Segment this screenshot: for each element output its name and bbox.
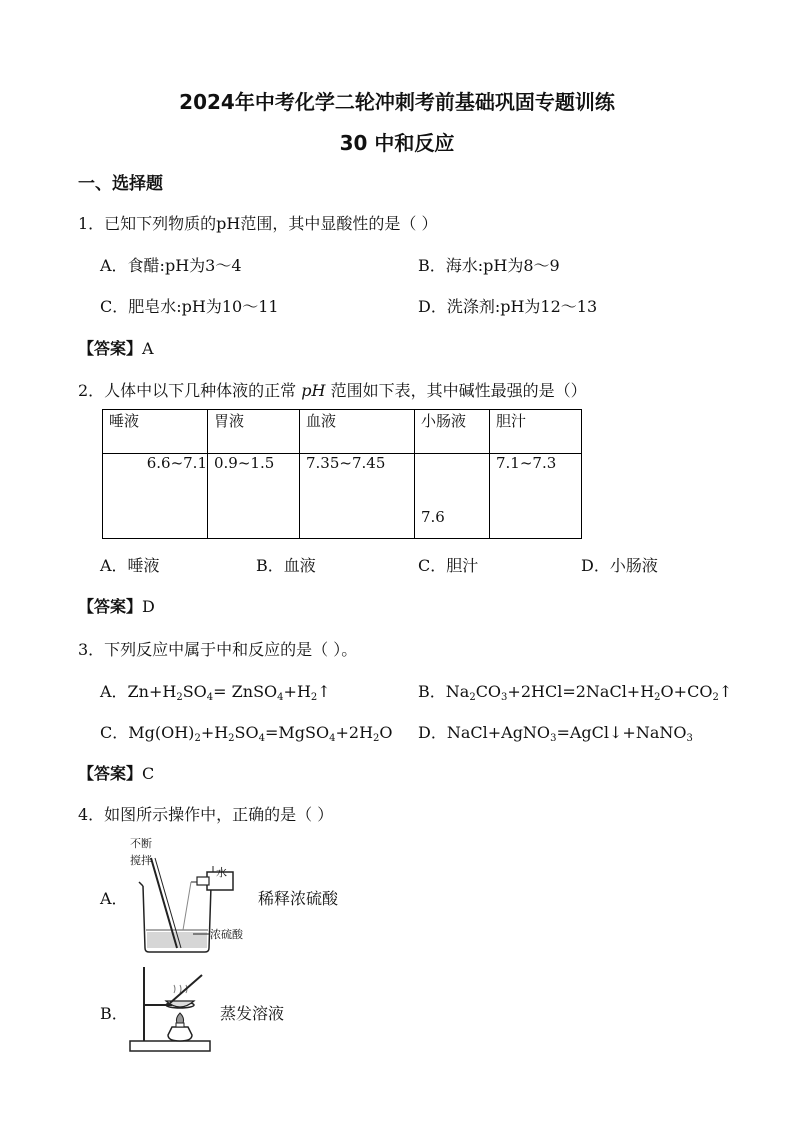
eq-sub: 3	[501, 692, 508, 703]
doc-subtitle: 30 中和反应	[339, 131, 455, 155]
answer-value: D	[142, 597, 155, 616]
eq-part: B．Na	[418, 682, 470, 701]
eq-sub: 2	[654, 692, 661, 703]
q3-option-c	[100, 720, 393, 743]
table-header-cell: 胃液	[208, 410, 300, 454]
q3-stem: 3．下列反应中属于中和反应的是（ ）。	[78, 640, 358, 659]
eq-part: ↑	[317, 682, 331, 701]
fig-label-acid: 浓硫酸	[210, 928, 243, 941]
table-cell: 7.1~7.3	[490, 454, 582, 539]
eq-sub: 2	[310, 692, 318, 703]
q4-option-b-letter: B．	[100, 1004, 128, 1023]
eq-sub: 2	[373, 733, 380, 744]
answer-label: 【答案】	[78, 339, 143, 358]
eq-sub: 2	[469, 692, 476, 703]
q3-answer	[78, 761, 154, 784]
eq-part: O+CO	[660, 682, 713, 701]
eq-part: +2HCl=2NaCl+H	[507, 682, 655, 701]
answer-value: A	[142, 339, 154, 358]
table-header-cell: 小肠液	[415, 410, 490, 454]
q1-stem: 1．已知下列物质的pH范围，其中显酸性的是（ ）	[78, 214, 438, 233]
table-cell: 7.6	[415, 454, 490, 539]
eq-part: = ZnSO	[213, 682, 278, 701]
q2-option-d: D．小肠液	[581, 556, 658, 575]
eq-part: SO	[234, 723, 259, 742]
answer-label: 【答案】	[78, 764, 143, 783]
q2-stem-part: 2．人体中以下几种体液的正常	[78, 381, 297, 400]
eq-part: ↑	[718, 682, 733, 701]
q1-option-a: A．食醋:pH为3～4	[100, 256, 242, 275]
q2-option-a: A．唾液	[100, 556, 160, 575]
q2-option-b: B．血液	[256, 556, 316, 575]
eq-part: +H	[200, 723, 229, 742]
eq-sub: 2	[194, 733, 201, 744]
table-header-cell: 唾液	[103, 410, 208, 454]
eq-part: +H	[283, 682, 311, 701]
ph-symbol: pH	[301, 381, 326, 400]
q1-option-d: D．洗涤剂:pH为12～13	[418, 297, 598, 316]
q2-option-c: C．胆汁	[418, 556, 479, 575]
q4-option-a-text: 稀释浓硫酸	[258, 889, 339, 908]
eq-part: SO	[182, 682, 207, 701]
q1-answer	[78, 336, 154, 359]
q3-option-a	[100, 679, 331, 702]
eq-part: +2H	[335, 723, 374, 742]
eq-sub: 4	[277, 692, 284, 703]
table-header-cell: 胆汁	[490, 410, 582, 454]
eq-part: CO	[475, 682, 502, 701]
q4-option-a-letter: A．	[100, 889, 128, 908]
fig-label-water: 水	[216, 866, 227, 879]
eq-part: O	[379, 723, 393, 742]
section-heading: 一、选择题	[78, 174, 163, 194]
table-header-row	[103, 410, 582, 454]
eq-sub: 4	[206, 692, 214, 703]
q3-option-d	[418, 720, 693, 743]
eq-part: D．NaCl+AgNO	[418, 723, 551, 742]
table-cell: 0.9~1.5	[208, 454, 300, 539]
eq-sub: 3	[550, 733, 557, 744]
eq-part: C．Mg(OH)	[100, 723, 195, 742]
q3-option-b	[418, 679, 732, 702]
eq-sub: 4	[329, 733, 336, 744]
eq-sub: 2	[712, 692, 719, 703]
table-row	[103, 454, 582, 539]
doc-title: 2024年中考化学二轮冲刺考前基础巩固专题训练	[179, 90, 615, 114]
q1-option-b: B．海水:pH为8～9	[418, 256, 560, 275]
eq-sub: 4	[258, 733, 265, 744]
eq-sub: 2	[228, 733, 235, 744]
eq-sub: 2	[176, 692, 183, 703]
table-cell: 6.6~7.1	[103, 454, 208, 539]
eq-part: =AgCl↓+NaNO	[556, 723, 687, 742]
eq-part: A．Zn+H	[100, 682, 177, 701]
fig-label-stir: 搅拌	[130, 854, 152, 867]
q2-answer	[78, 594, 155, 617]
q2-stem	[78, 378, 587, 401]
answer-value: C	[142, 764, 155, 783]
table-header-cell: 血液	[300, 410, 415, 454]
eq-part: =MgSO	[265, 723, 330, 742]
q4-stem: 4．如图所示操作中，正确的是（ ）	[78, 805, 334, 824]
eq-sub: 3	[686, 733, 693, 744]
fig-label-stir: 不断	[130, 837, 152, 850]
ph-table	[102, 409, 582, 539]
q4-option-b-text: 蒸发溶液	[220, 1004, 285, 1023]
table-cell: 7.35~7.45	[300, 454, 415, 539]
q1-option-c: C．肥皂水:pH为10～11	[100, 297, 279, 316]
answer-label: 【答案】	[78, 597, 143, 616]
q2-stem-part: 范围如下表，其中碱性最强的是（）	[330, 381, 587, 400]
evaporation-figure	[126, 963, 216, 1055]
